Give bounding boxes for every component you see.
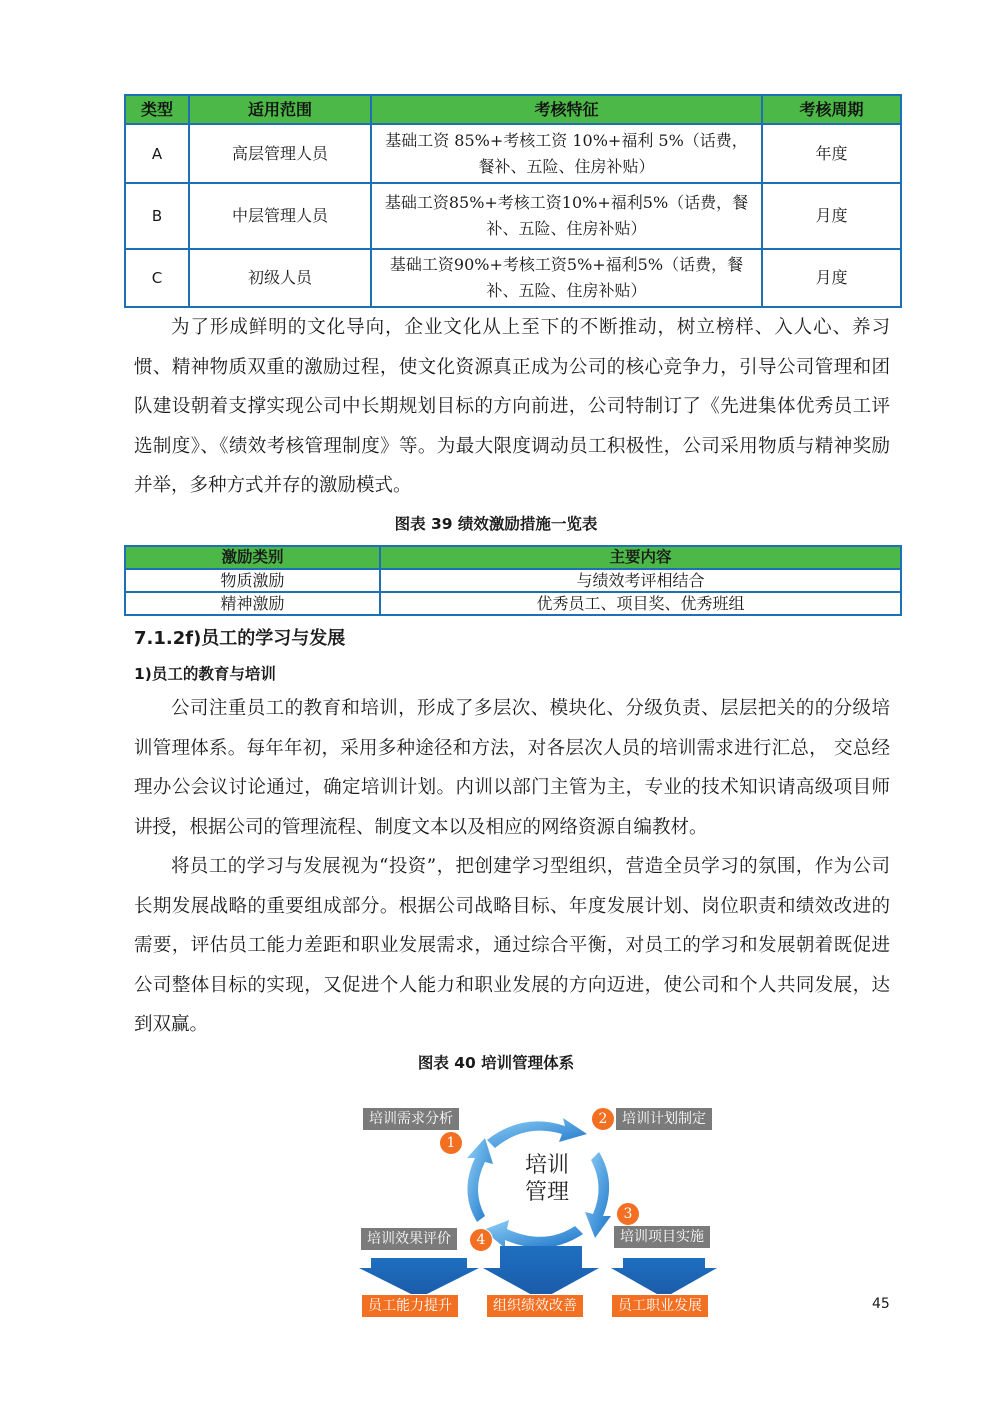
step-label-1: 培训需求分析 — [363, 1108, 459, 1130]
column-header: 激励类别 — [125, 546, 380, 569]
cycle-cell: 月度 — [762, 249, 901, 307]
outcome-label-2: 组织绩效改善 — [486, 1294, 584, 1318]
subsection-title: 1)员工的教育与培训 — [134, 665, 276, 683]
content-cell: 优秀员工、项目奖、优秀班组 — [380, 592, 901, 615]
step-label-4: 培训效果评价 — [361, 1228, 457, 1250]
column-header: 适用范围 — [189, 95, 371, 124]
table-row — [125, 569, 901, 592]
step-number-3: 3 — [616, 1202, 640, 1226]
cycle-arrow-left — [467, 1138, 493, 1222]
down-arrow-left — [359, 1258, 479, 1298]
section-title: 7.1.2f)员工的学习与发展 — [134, 628, 346, 649]
page-number: 45 — [872, 1296, 890, 1312]
step-number-4: 4 — [469, 1228, 493, 1252]
outcome-label-1: 员工能力提升 — [361, 1294, 459, 1318]
cycle-cell: 年度 — [762, 124, 901, 183]
diagram-center-label — [509, 1152, 585, 1206]
center-line-1: 培训 — [524, 1153, 569, 1178]
feature-cell: 基础工资85%+考核工资10%+福利5%（话费，餐补、五险、住房补贴） — [371, 183, 762, 249]
incentive-table — [124, 545, 902, 616]
cycle-cell: 月度 — [762, 183, 901, 249]
down-arrow-right — [611, 1258, 717, 1298]
training-paragraph: 公司注重员工的教育和培训，形成了多层次、模块化、分级负责、层层把关的的分级培训管理体系。每年年初，采用多种途径和方法，对各层次人员的培训需求进行汇总， 交总经理办公会议讨论通过，确定培训计划。内训以部门主管为主，专业的技术知识请高级项目师讲授，根据公司的管理流程、制度文本以及相应的网络资源自编教材。 — [134, 698, 890, 838]
scope-cell: 高层管理人员 — [189, 124, 371, 183]
table-header-row — [125, 546, 901, 569]
figure-caption-40: 图表 40 培训管理体系 — [417, 1054, 575, 1072]
step-number-1: 1 — [439, 1131, 463, 1155]
center-line-2: 管理 — [524, 1180, 569, 1205]
development-paragraph: 将员工的学习与发展视为“投资”，把创建学习型组织，营造全员学习的氛围，作为公司长期发展战略的重要组成部分。根据公司战略目标、年度发展计划、岗位职责和绩效改进的需要，评估员工能力差距和职业发展需求，通过综合平衡，对员工的学习和发展朝着既促进公司整体目标的实现，又促进个人能力和职业发展的方向迈进，使公司和个人共同发展，达到双赢。 — [134, 856, 890, 1035]
down-arrow-center — [483, 1246, 599, 1300]
column-header: 考核周期 — [762, 95, 901, 124]
cycle-arrow-top — [487, 1118, 587, 1148]
content-cell: 与绩效考评相结合 — [380, 569, 901, 592]
step-number-2: 2 — [591, 1107, 615, 1131]
feature-cell: 基础工资90%+考核工资5%+福利5%（话费，餐补、五险、住房补贴） — [371, 249, 762, 307]
type-cell: A — [125, 124, 189, 183]
cycle-arrow-bottom — [483, 1220, 583, 1248]
outcome-label-3: 员工职业发展 — [611, 1294, 709, 1318]
feature-cell: 基础工资 85%+考核工资 10%+福利 5%（话费，餐补、五险、住房补贴） — [371, 124, 762, 183]
type-cell: C — [125, 249, 189, 307]
cycle-arrows — [355, 1098, 725, 1323]
step-label-2: 培训计划制定 — [616, 1108, 712, 1130]
scope-cell: 初级人员 — [189, 249, 371, 307]
scope-cell: 中层管理人员 — [189, 183, 371, 249]
training-management-diagram — [355, 1098, 725, 1323]
assessment-table — [124, 94, 902, 308]
category-cell: 物质激励 — [125, 569, 380, 592]
table-row — [125, 124, 901, 183]
table-row — [125, 249, 901, 307]
table-row — [125, 592, 901, 615]
culture-paragraph: 为了形成鲜明的文化导向，企业文化从上至下的不断推动，树立榜样、入人心、养习惯、精神物质双重的激励过程，使文化资源真正成为公司的核心竞争力，引导公司管理和团队建设朝着支撑实现公司中长期规划目标的方向前进，公司特制订了《先进集体优秀员工评选制度》、《绩效考核管理制度》等。为最大限度调动员工积极性，公司采用物质与精神奖励并举，多种方式并存的激励模式。 — [134, 317, 890, 496]
cycle-arrow-right — [585, 1152, 611, 1238]
type-cell: B — [125, 183, 189, 249]
category-cell: 精神激励 — [125, 592, 380, 615]
column-header: 考核特征 — [371, 95, 762, 124]
column-header: 类型 — [125, 95, 189, 124]
column-header: 主要内容 — [380, 546, 901, 569]
table-header-row — [125, 95, 901, 124]
figure-caption-39: 图表 39 绩效激励措施一览表 — [394, 515, 598, 533]
step-label-3: 培训项目实施 — [614, 1226, 710, 1248]
table-row — [125, 183, 901, 249]
